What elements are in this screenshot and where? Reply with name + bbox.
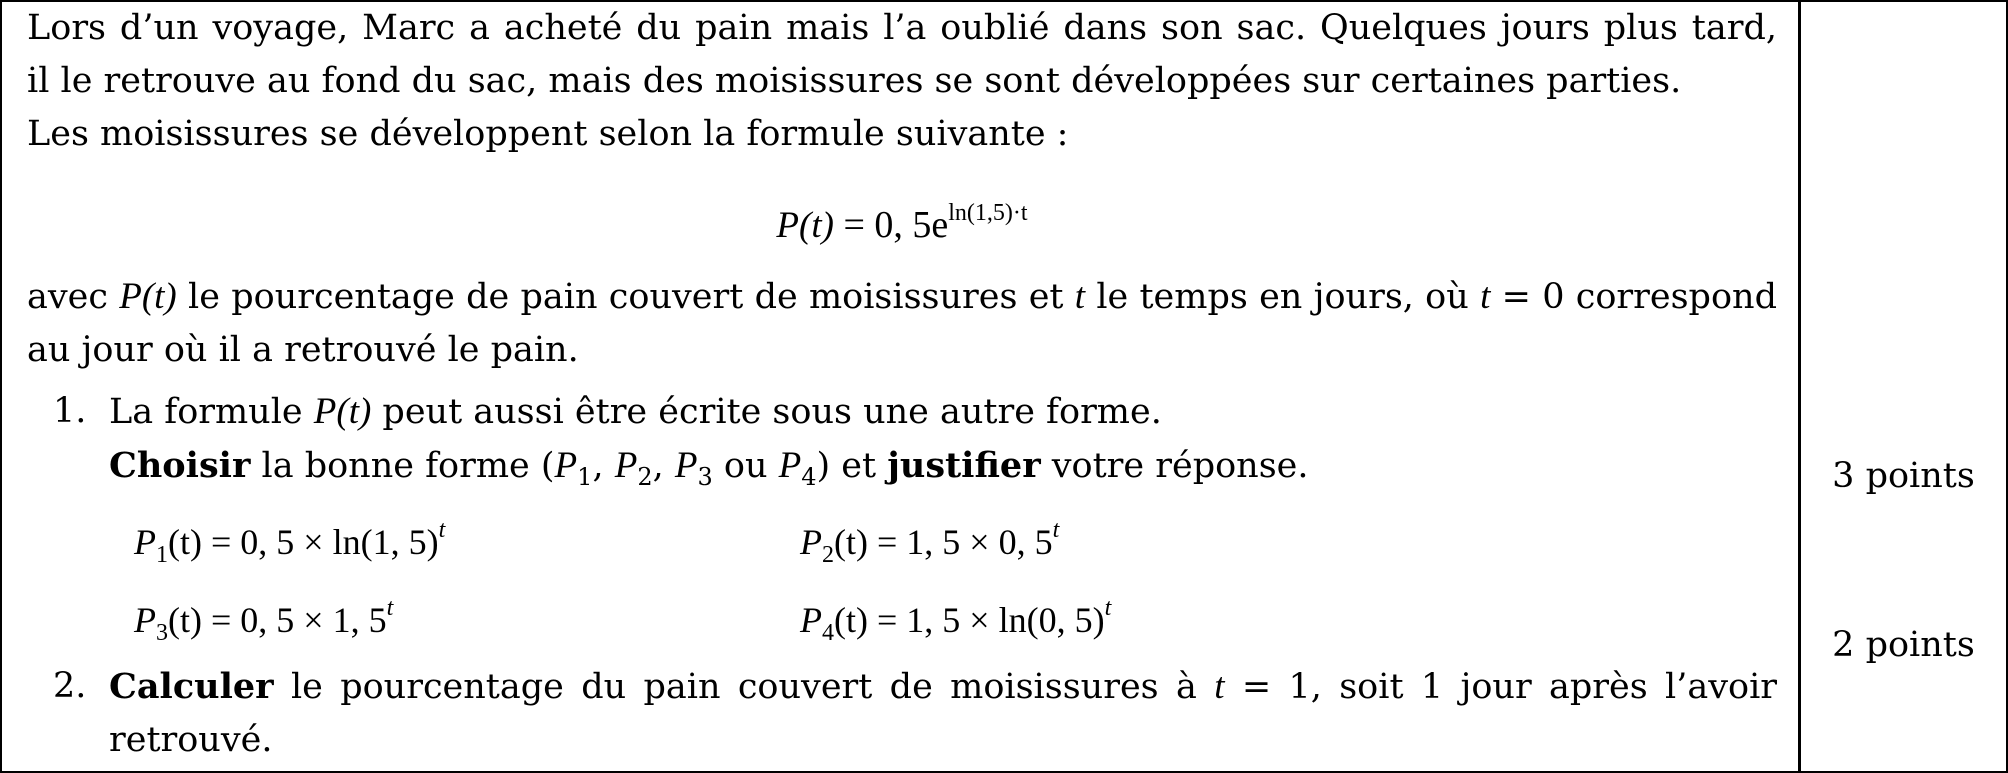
question-2 <box>27 660 1777 767</box>
question-1-line-2 <box>109 439 1777 504</box>
choice-p1-expr: (t) = 0, 5 × ln(1, 5) <box>168 522 439 562</box>
q1-ou: ou <box>712 446 779 486</box>
choice-p4-sub: 4 <box>822 620 834 646</box>
definition-line-1 <box>27 270 1777 324</box>
intro-line-1: Lors d’un voyage, Marc a acheté du pain mais l’a oublié dans son sac. Quelques jours plus tard, <box>27 8 1777 48</box>
choice-p2-exp: t <box>1052 517 1060 543</box>
q1-p2-sub: 2 <box>637 463 653 491</box>
question-2-line-1 <box>109 660 1777 714</box>
question-2-points: 2 points <box>1832 625 1975 665</box>
choice-p1-sub: 1 <box>156 542 168 568</box>
choice-p3-exp: t <box>386 595 394 621</box>
definition-t0: t <box>1480 276 1491 317</box>
q1-text-a: La formule <box>109 392 314 432</box>
q1-p3: P <box>674 445 698 486</box>
choice-p3-expr: (t) = 0, 5 × 1, 5 <box>168 600 387 640</box>
growth-formula <box>27 187 1777 252</box>
question-2-line-2: retrouvé. <box>109 720 273 760</box>
intro-line-2: il le retrouve au fond du sac, mais des moisissures se sont développées sur certaines parties. <box>27 61 1682 101</box>
choice-p3 <box>134 582 800 660</box>
formula-lhs: P(t) <box>776 205 834 246</box>
q1-p1-sub: 1 <box>577 463 593 491</box>
q2-compute-keyword: Calculer <box>109 666 274 707</box>
choice-p2 <box>800 504 1500 582</box>
q1-p4: P <box>778 445 802 486</box>
intro-line-3: Les moisissures se développent selon la formule suivante : <box>27 114 1069 154</box>
question-1-points: 3 points <box>1832 456 1975 496</box>
choice-p1-name: P <box>134 522 156 562</box>
formula-exponent: ln(1,5)·t <box>948 200 1028 226</box>
choice-p4-expr: (t) = 1, 5 × ln(0, 5) <box>834 600 1105 640</box>
q1-comma-1: , <box>592 446 615 486</box>
question-1-number: 1. <box>53 391 87 431</box>
choice-p4-exp: t <box>1104 595 1112 621</box>
q1-comma-2: , <box>652 446 675 486</box>
definition-pt: P(t) <box>119 276 177 317</box>
q1-justify-keyword: justifier <box>887 445 1041 486</box>
definition-line-2: au jour où il a retrouvé le pain. <box>27 330 579 370</box>
question-1-line-1 <box>109 385 1777 439</box>
choice-p2-name: P <box>800 522 822 562</box>
question-1 <box>27 385 1777 660</box>
definition-t: t <box>1074 276 1086 317</box>
q1-p2: P <box>614 445 638 486</box>
q2-text-b: = 1, soit 1 jour après l’avoir <box>1224 667 1777 707</box>
q1-text-c: la bonne forme ( <box>250 446 555 486</box>
q1-choose-keyword: Choisir <box>109 445 251 486</box>
definition-text-d: = 0 correspond <box>1490 277 1777 317</box>
q1-choices <box>134 504 1777 660</box>
choice-p1-exp: t <box>438 517 446 543</box>
choice-p2-expr: (t) = 1, 5 × 0, 5 <box>834 522 1053 562</box>
choice-p2-sub: 2 <box>822 542 834 568</box>
q1-p3-sub: 3 <box>697 463 713 491</box>
definition-text-a: avec <box>27 277 120 317</box>
q1-pt: P(t) <box>313 391 372 432</box>
q1-text-d: ) et <box>816 446 888 486</box>
formula-rhs: = 0, 5e <box>833 204 949 246</box>
q1-text-e: votre réponse. <box>1040 446 1309 486</box>
q2-text-a: le pourcentage du pain couvert de moisissures à <box>273 667 1215 707</box>
q1-p1: P <box>554 445 578 486</box>
q1-p4-sub: 4 <box>801 463 817 491</box>
choice-p4-name: P <box>800 600 822 640</box>
q1-text-b: peut aussi être écrite sous une autre forme. <box>371 392 1162 432</box>
definition-text-c: le temps en jours, où <box>1085 277 1481 317</box>
definition-text-b: le pourcentage de pain couvert de moisissures et <box>176 277 1075 317</box>
q2-t: t <box>1214 666 1225 707</box>
exercise-content <box>27 2 1777 767</box>
choice-p3-name: P <box>134 600 156 640</box>
choice-p4 <box>800 582 1500 660</box>
choice-p3-sub: 3 <box>156 620 168 646</box>
choice-p1 <box>134 504 800 582</box>
question-2-number: 2. <box>53 666 87 706</box>
